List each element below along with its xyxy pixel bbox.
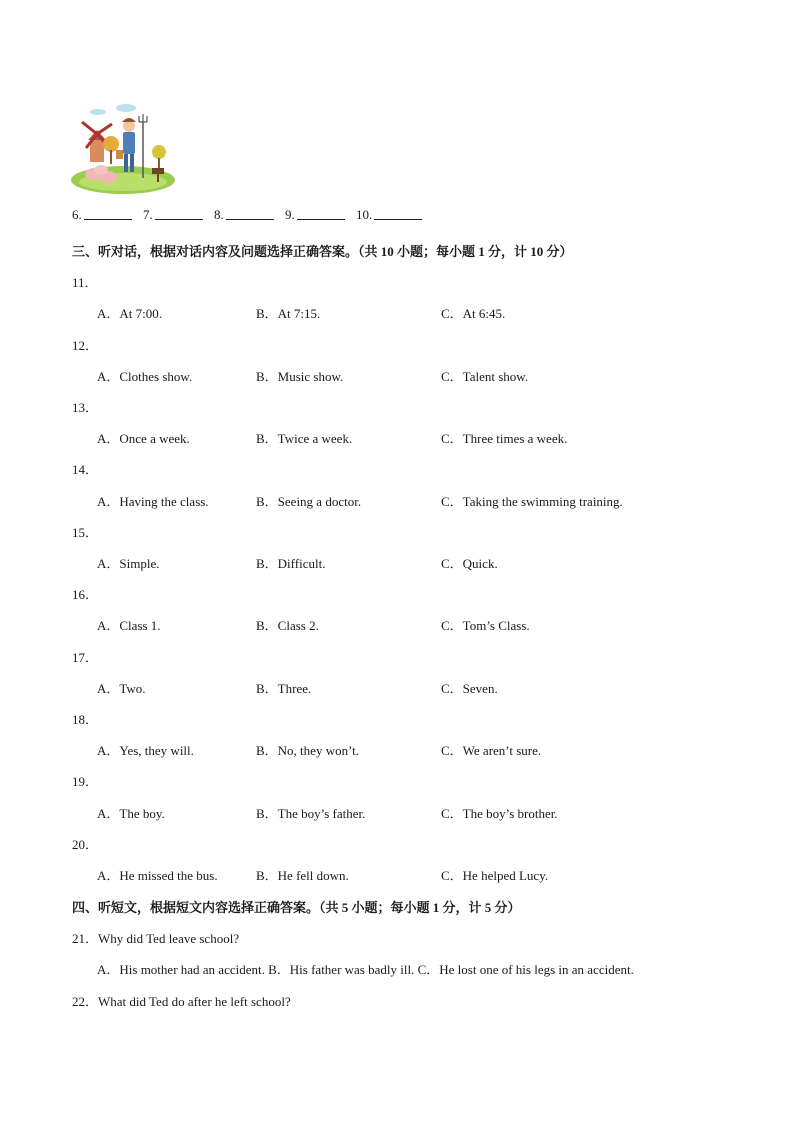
question-number: 18． [72, 712, 99, 727]
question-number: 20． [72, 837, 99, 852]
option-c[interactable]: C．Three times a week. [441, 431, 568, 446]
option-a[interactable]: A．Two. [97, 681, 146, 696]
option-c[interactable]: C．We aren’t sure. [441, 743, 542, 758]
blank-7[interactable]: 7. [143, 207, 203, 223]
option-a[interactable]: A．Having the class. [97, 494, 209, 509]
blank-8[interactable]: 8. [214, 207, 274, 223]
option-b[interactable]: B．At 7:15. [256, 306, 321, 321]
answer-blanks-6-10 [72, 207, 430, 223]
option-c[interactable]: C．The boy’s brother. [441, 806, 558, 821]
question-number: 12． [72, 338, 99, 353]
option-c[interactable]: C．Taking the swimming training. [441, 494, 623, 509]
option-b[interactable]: B．The boy’s father. [256, 806, 366, 821]
question-number: 13． [72, 400, 99, 415]
option-b[interactable]: B．No, they won’t. [256, 743, 360, 758]
option-c[interactable]: C．Talent show. [441, 369, 529, 384]
option-b[interactable]: B．Twice a week. [256, 431, 353, 446]
question-number: 15． [72, 525, 99, 540]
option-a[interactable]: A．Yes, they will. [97, 743, 194, 758]
option-a[interactable]: A．Once a week. [97, 431, 190, 446]
section3-heading: 三、听对话，根据对话内容及问题选择正确答案。（共 10 小题；每小题 1 分，计 10 分） [72, 244, 573, 259]
option-a[interactable]: A．At 7:00. [97, 306, 163, 321]
option-c[interactable]: C．Quick. [441, 556, 498, 571]
question-number: 14． [72, 462, 99, 477]
question-22: 22．What did Ted do after he left school? [72, 994, 291, 1009]
option-c[interactable]: C．Tom’s Class. [441, 618, 530, 633]
question-number: 17． [72, 650, 99, 665]
section4-heading: 四、听短文，根据短文内容选择正确答案。（共 5 小题；每小题 1 分，计 5 分） [72, 900, 521, 915]
blank-6[interactable]: 6. [72, 207, 132, 223]
option-a[interactable]: A．He missed the bus. [97, 868, 218, 883]
option-c[interactable]: C．He helped Lucy. [441, 868, 549, 883]
option-b[interactable]: B．Music show. [256, 369, 344, 384]
question-number: 19． [72, 774, 99, 789]
question-21: 21．Why did Ted leave school? [72, 931, 240, 946]
option-a[interactable]: A．Simple. [97, 556, 160, 571]
option-a[interactable]: A．The boy. [97, 806, 165, 821]
option-a[interactable]: A．Class 1. [97, 618, 161, 633]
option-b[interactable]: B．Class 2. [256, 618, 319, 633]
question-number: 11． [72, 275, 98, 290]
farm-illustration [68, 100, 178, 196]
option-b[interactable]: B．Seeing a doctor. [256, 494, 362, 509]
question-21-options[interactable]: A．His mother had an accident. B．His father was badly ill. C．He lost one of his legs in an accident. [97, 962, 634, 977]
option-b[interactable]: B．He fell down. [256, 868, 349, 883]
option-b[interactable]: B．Three. [256, 681, 312, 696]
option-c[interactable]: C．Seven. [441, 681, 498, 696]
blank-10[interactable]: 10. [356, 207, 422, 223]
option-b[interactable]: B．Difficult. [256, 556, 326, 571]
option-a[interactable]: A．Clothes show. [97, 369, 193, 384]
option-c[interactable]: C．At 6:45. [441, 306, 506, 321]
question-number: 16． [72, 587, 99, 602]
blank-9[interactable]: 9. [285, 207, 345, 223]
